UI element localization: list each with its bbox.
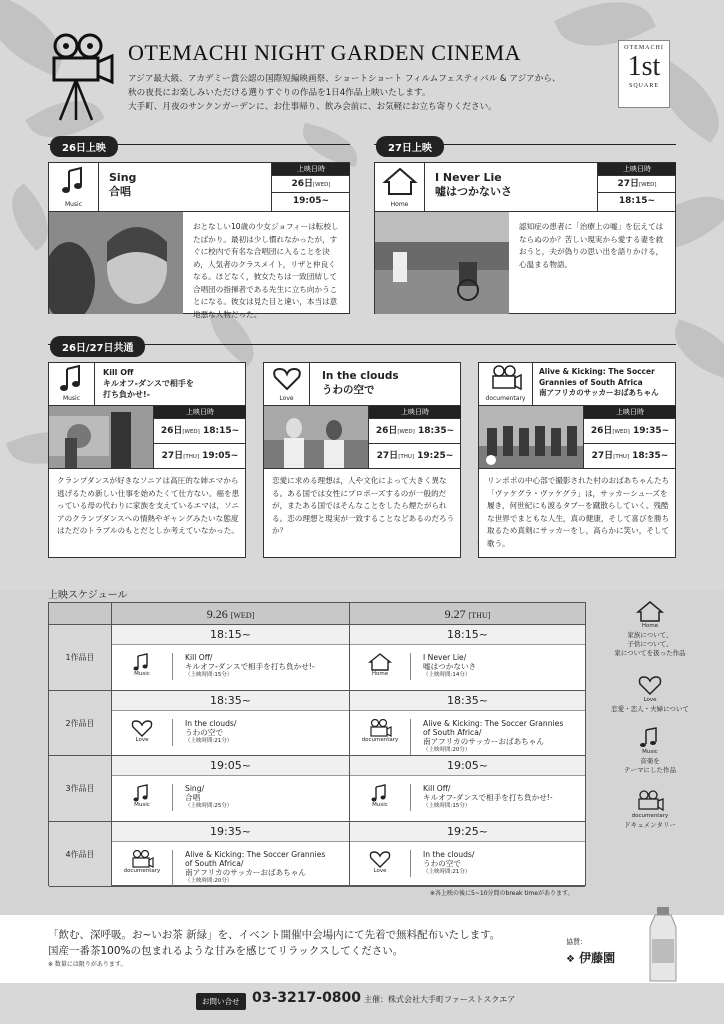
tea-bottle-image	[646, 907, 680, 983]
title-jp: うわの空で	[322, 384, 375, 396]
title-en: Sing	[109, 171, 137, 184]
music-icon	[122, 653, 162, 671]
genre-box	[375, 163, 425, 211]
schedule-genre	[360, 850, 400, 874]
movie-title	[539, 367, 658, 399]
schedule-cell	[349, 691, 585, 757]
music-icon	[49, 363, 95, 395]
title-en: Alive & Kicking: The Soccer	[539, 367, 655, 376]
schedule-genre-label: Love	[135, 736, 149, 743]
genre-box	[479, 363, 533, 405]
schedule-genre-label: Music	[372, 802, 388, 808]
schedule-row-label: 1作品目	[49, 625, 111, 691]
section-label-26: 26日上映	[50, 136, 118, 157]
showtime-header: 上映日時	[584, 406, 676, 418]
schedule-title-line2: of South Africa/	[185, 858, 244, 868]
schedule-row-label: 3作品目	[49, 756, 111, 822]
title-jp: キルオフ-ダンスで相手を	[103, 379, 194, 388]
header-desc-line1: アジア最大級、アカデミー賞公認の国際短編映画祭、ショートショート フィルムフェスティバル & アジアから、	[128, 74, 561, 84]
schedule-genre	[122, 784, 162, 808]
schedule-movie-title	[172, 850, 325, 886]
sponsor-name: 伊藤園	[579, 951, 616, 965]
schedule-title-line2: キルオフ-ダンスで相手を打ち負かせ!-	[185, 662, 315, 671]
camera-icon	[122, 850, 162, 868]
schedule-movie-title	[410, 653, 476, 680]
movie-description: クランプダンスが好きなソニアは高圧的な姉エマから逃げるため新しい仕事を始めたくて仕方ない。癌を患っている母の代わりに家族を支えているエマは，ソニアのクランプダンスへの情熱やギャングみたいな態度はただのトラブルのもとだとしか考えていなかった。	[57, 476, 240, 535]
schedule-genre-label: documentary	[123, 867, 161, 874]
schedule-cell	[111, 756, 349, 822]
genre-label: Music	[62, 395, 81, 402]
schedule-row-label: 4作品目	[49, 822, 111, 888]
section-label-common: 26日/27日共通	[50, 336, 145, 357]
schedule-runtime: （上映時間:14分）	[423, 672, 471, 678]
showtime-header: 上映日時	[154, 406, 246, 418]
promo-band	[0, 915, 724, 983]
schedule-movie-title	[410, 784, 553, 811]
schedule-cell	[349, 625, 585, 691]
schedule-genre	[122, 653, 162, 677]
home-icon	[360, 653, 400, 671]
schedule-genre	[360, 719, 400, 743]
legend-documentary-label: documentary	[631, 813, 669, 819]
logo-bottom-text: SQUARE	[628, 83, 659, 89]
legend-home	[600, 600, 700, 658]
promo-note: ※ 数量には限りがあります。	[48, 961, 127, 968]
showtime-row-2: 27日[THU] 19:25~	[369, 443, 461, 467]
schedule-genre	[122, 719, 162, 743]
schedule-title-line1: In the clouds/	[185, 718, 237, 728]
schedule-title-line2: うわの空で	[185, 727, 223, 737]
schedule-genre-label: Home	[371, 671, 389, 677]
schedule-title-line2: 合唱	[185, 793, 201, 802]
schedule-cell	[111, 822, 349, 888]
schedule-movie-title	[172, 719, 236, 746]
schedule-genre	[360, 653, 400, 677]
legend-documentary	[600, 790, 700, 830]
schedule-genre-label: Music	[134, 802, 150, 808]
title-jp: 南アフリカのサッカーおばあちゃん	[539, 388, 659, 397]
schedule-time: 18:15~	[112, 625, 349, 645]
showtime-header: 上映日時	[272, 163, 350, 175]
contact-label: お問い合せ	[196, 993, 246, 1010]
legend-home-desc3: 家についてを扱った作品	[614, 649, 686, 657]
schedule-runtime: （上映時間:25分）	[185, 803, 233, 809]
legend-love-label: Love	[643, 697, 657, 703]
schedule-time: 18:15~	[350, 625, 585, 645]
movie-card-alive-kicking	[478, 362, 676, 558]
schedule-genre-label: documentary	[361, 736, 399, 743]
promo-line2: 国産一番茶100%の包まれるような甘みを感じてリラックスしてください。	[48, 945, 404, 957]
legend-home-desc1: 家族について、	[627, 631, 673, 639]
showtime-header: 上映日時	[598, 163, 676, 175]
schedule-day1-header: 9.26 [WED]	[111, 603, 349, 625]
showtime-box	[597, 163, 676, 211]
schedule-time: 19:25~	[350, 822, 585, 842]
camera-icon	[600, 790, 700, 812]
home-icon	[600, 600, 700, 622]
heart-icon	[600, 674, 700, 696]
schedule-runtime: （上映時間:15分）	[423, 803, 471, 809]
heart-icon	[122, 719, 162, 737]
header-desc-line3: 大手町、月夜のサンクンガーデンに、お仕事帰り、飲み会前に、お気軽にお立ち寄りください。	[128, 102, 497, 112]
schedule-title-line3: 南アフリカのサッカーおばあちゃん	[423, 736, 544, 746]
schedule-time: 18:35~	[112, 691, 349, 711]
movie-photo-never-lie	[375, 212, 509, 314]
movie-title	[103, 367, 194, 400]
legend-home-desc2: 子供について、	[627, 640, 673, 648]
genre-box	[49, 363, 95, 405]
schedule-time: 18:35~	[350, 691, 585, 711]
showtime-row-2: 27日[THU] 19:05~	[154, 443, 246, 467]
camera-icon	[46, 32, 116, 122]
schedule-movie-title	[172, 784, 232, 811]
legend-home-label: Home	[641, 623, 659, 629]
schedule-runtime: （上映時間:20分）	[423, 746, 471, 753]
schedule-movie-title	[410, 850, 474, 877]
camera-icon	[360, 719, 400, 737]
schedule-time: 19:35~	[112, 822, 349, 842]
title-en: Kill Off	[103, 368, 134, 377]
heart-icon	[264, 363, 310, 395]
showtime-date: 26日[WED]	[272, 175, 350, 192]
logo-top-text: OTEMACHI	[624, 45, 664, 51]
schedule-genre-label: Love	[373, 867, 387, 874]
schedule-cell	[111, 625, 349, 691]
title-en: I Never Lie	[435, 171, 502, 184]
genre-label: documentary	[485, 395, 526, 402]
movie-description: リンポポの中心部で撮影された村のおばあちゃんたち「ヴァケグラ・ヴァケグラ」は，サッカーシューズを履き，何世紀にも渡るタブーを蹴散らしていく。残酷な世界でまともな人生，真の健康，そして喜びを勝ち取るため真剣にサッカーをし，高らかに笑い，そして歌う。	[487, 476, 670, 548]
schedule-title-line2: うわの空で	[423, 858, 461, 868]
movie-card-never-lie	[374, 162, 676, 314]
schedule-table	[48, 602, 586, 886]
schedule-row-label: 2作品目	[49, 691, 111, 757]
title-en-2: Grannies of South Africa	[539, 377, 643, 387]
movie-description: 認知症の患者に「治療上の嘘」を伝えてはならぬのか？苦しい現実から愛する妻を救おうと，夫が偽りの思い出を語りかける，心温まる物語。	[519, 222, 664, 269]
title-jp: 合唱	[109, 185, 131, 198]
schedule-cell	[349, 822, 585, 888]
movie-title	[322, 369, 399, 397]
legend-music	[600, 726, 700, 775]
schedule-title: 上映スケジュール	[48, 590, 128, 601]
schedule-day2-header: 9.27 [THU]	[349, 603, 585, 625]
heart-icon	[360, 850, 400, 868]
page-title: OTEMACHI NIGHT GARDEN CINEMA	[128, 40, 522, 65]
genre-label: Home	[390, 201, 409, 208]
schedule-title-line1: Alive & Kicking: The Soccer Grannies	[185, 849, 326, 859]
schedule-title-line2: キルオフ-ダンスで相手を打ち負かせ!-	[423, 793, 553, 802]
schedule-title-line1: Sing/	[185, 784, 205, 793]
showtime-box	[153, 406, 246, 468]
schedule-cell	[349, 756, 585, 822]
schedule-genre	[360, 784, 400, 808]
legend-music-desc1: 音楽を	[640, 757, 660, 765]
showtime-time: 18:15~	[598, 192, 676, 209]
schedule-title-line1: In the clouds/	[423, 849, 475, 859]
music-icon	[49, 163, 99, 199]
movie-photo-kill-off	[49, 406, 153, 468]
contact-phone[interactable]: 03-3217-0800	[252, 990, 362, 1006]
sponsor-label: 協賛：	[566, 938, 587, 946]
schedule-genre	[122, 850, 162, 874]
schedule-runtime: （上映時間:21分）	[185, 737, 233, 744]
organizer: 主催：株式会社大手町ファーストスクエア	[364, 995, 516, 1004]
logo-main-text: 1st	[627, 51, 661, 82]
schedule-cell	[111, 691, 349, 757]
showtime-row-1: 26日[WED] 18:35~	[369, 418, 461, 443]
movie-description: おとなしい10歳の少女ジョフィーは転校したばかり。最初は少し慣れなかったが，すぐに校内で有名な合唱団に入ることを決め，人気者のクラスメイト，リザと仲良くなる。ほどなく，彼女たちは一致団結して合唱団の指揮者である先生に立ち向かうことになる。彼女は見た目と違い，本当は意地悪な人物だった。	[193, 222, 339, 319]
header-description	[128, 72, 598, 114]
schedule-title-line1: I Never Lie/	[423, 653, 467, 662]
legend-music-label: Music	[642, 749, 658, 755]
schedule-title-line2: 嘘はつかないさ	[423, 662, 477, 671]
title-jp-2: 打ち負かせ!-	[103, 390, 150, 399]
movie-description: 恋愛に求める理想は，人や文化によって大きく異なる。ある国では女性にプロポーズするのが一般的だが，またある国ではそんなことをしたら煙たがられる。恋の理想と現実が一致することなどあるのだろうか？	[272, 476, 455, 535]
showtime-time: 19:05~	[272, 192, 350, 209]
movie-photo-alive-kicking	[479, 406, 583, 468]
showtime-row-1: 26日[WED] 18:15~	[154, 418, 246, 443]
genre-box	[264, 363, 310, 405]
showtime-box	[583, 406, 676, 468]
schedule-genre-label: Music	[134, 671, 150, 677]
title-jp: 嘘はつかないさ	[435, 185, 512, 198]
schedule-runtime: （上映時間:15分）	[185, 672, 233, 678]
home-icon	[375, 163, 425, 199]
legend-music-desc2: テーマにした作品	[624, 766, 676, 774]
movie-card-in-the-clouds	[263, 362, 461, 558]
showtime-date: 27日[WED]	[598, 175, 676, 192]
schedule-title-line1: Kill Off/	[423, 784, 451, 793]
sponsor-logo: ❖ 伊藤園	[566, 951, 616, 965]
showtime-row-1: 26日[WED] 19:35~	[584, 418, 676, 443]
promo-line1: 「飲む、深呼吸。お~いお茶 新緑」を、イベント開催中会場内にて先着で無料配布いたします。	[48, 929, 501, 941]
showtime-box	[368, 406, 461, 468]
schedule-title-line1: Alive & Kicking: The Soccer Grannies	[423, 718, 564, 728]
genre-label: Music	[64, 201, 83, 208]
schedule-time: 19:05~	[350, 756, 585, 776]
movie-photo-in-the-clouds	[264, 406, 368, 468]
movie-photo-sing	[49, 212, 183, 314]
movie-card-kill-off	[48, 362, 246, 558]
music-icon	[600, 726, 700, 748]
showtime-row-2: 27日[THU] 18:35~	[584, 443, 676, 467]
music-icon	[360, 784, 400, 802]
legend-documentary-desc: ドキュメンタリー	[624, 821, 676, 829]
legend-love-desc: 恋愛・恋人・夫婦について	[611, 705, 689, 713]
camera-icon	[479, 363, 533, 395]
genre-box	[49, 163, 99, 211]
schedule-title-line2: of South Africa/	[423, 727, 482, 737]
footer	[0, 983, 724, 1024]
movie-title	[109, 171, 136, 199]
legend-love	[600, 674, 700, 714]
title-en: In the clouds	[322, 370, 399, 382]
schedule-movie-title	[410, 719, 563, 755]
showtime-box	[271, 163, 350, 211]
schedule-note: ※各上映の後に5~10分間のbreak timeがあります。	[430, 890, 574, 897]
schedule-title-line1: Kill Off/	[185, 653, 213, 662]
genre-label: Love	[279, 395, 294, 402]
schedule-runtime: （上映時間:21分）	[423, 868, 471, 875]
music-icon	[122, 784, 162, 802]
movie-card-sing	[48, 162, 350, 319]
first-square-logo	[618, 40, 670, 108]
header-desc-line2: 秋の夜長にお楽しみいただける選りすぐりの作品を1日4作品上映いたします。	[128, 88, 431, 98]
schedule-runtime: （上映時間:20分）	[185, 877, 233, 884]
schedule-title-line3: 南アフリカのサッカーおばあちゃん	[185, 867, 306, 877]
showtime-header: 上映日時	[369, 406, 461, 418]
movie-title	[435, 171, 512, 199]
schedule-movie-title	[172, 653, 315, 680]
schedule-time: 19:05~	[112, 756, 349, 776]
section-label-27: 27日上映	[376, 136, 444, 157]
